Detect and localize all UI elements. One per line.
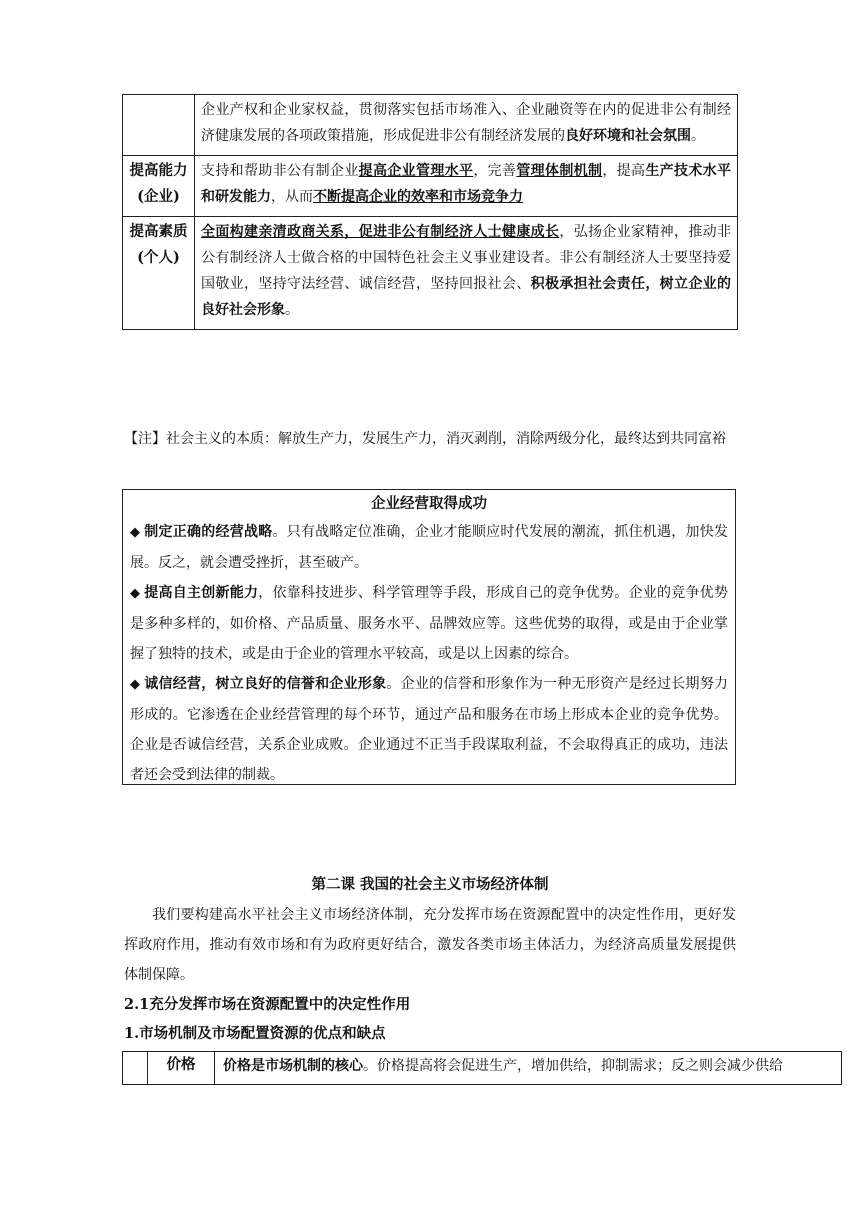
box-item (130, 578, 728, 669)
table-cell (195, 95, 738, 156)
cell-underlined-text: 提高企业管理水平 (358, 163, 474, 179)
table-header-cell: 提高能力(企业) (123, 156, 195, 217)
cell-text: 。 (691, 128, 705, 144)
cell-text: 。 (285, 302, 299, 318)
table-row (123, 95, 738, 156)
table-cell (195, 217, 738, 330)
policy-table (122, 94, 738, 330)
table-cell (215, 1052, 842, 1085)
box-item-text: 。企业的信誉和形象作为一种无形资产是经过长期努力形成的。它渗透在企业经营管理的每个环节，通过产品和服务在市场上形成本企业的竞争优势。企业是否诚信经营，关系企业成败。企业通过不正当手段谋取利益，不会取得真正的成功，违法者还会受到法律的制裁。 (130, 676, 729, 783)
table-cell-empty (123, 1052, 148, 1085)
cell-text: 企业产权和企业家权益，贯彻落实包括市场准入、企业融资等在内的促进非公有制经济健康发展的各项政策措施，形成促进非公有制经济发展的 (201, 102, 731, 144)
table-cell (195, 156, 738, 217)
section-heading: 2.1充分发挥市场在资源配置中的决定性作用 (124, 996, 411, 1013)
lesson-title: 第二课 我国的社会主义市场经济体制 (311, 876, 549, 893)
diamond-bullet-icon: ◆ (130, 677, 141, 692)
box-item-text: ，依靠科技进步、科学管理等手段，形成自己的竞争优势。企业的竞争优势是多种多样的，如价格、产品质量、服务水平、品牌效应等。这些优势的取得，或是由于企业掌握了独特的技术，或是由于企业的管理水平较高，或是以上因素的综合。 (130, 585, 729, 662)
subsection-heading: 1.市场机制及市场配置资源的优点和缺点 (124, 1025, 386, 1042)
box-item-text: 。只有战略定位准确，企业才能顺应时代发展的潮流，抓住机遇，加快发展。反之，就会遭受挫折，甚至破产。 (130, 524, 729, 571)
cell-bold-text: 价格是市场机制的核心 (223, 1058, 363, 1074)
note-paragraph: 【注】社会主义的本质：解放生产力，发展生产力，消灭剥削，消除两级分化，最终达到共同富裕 (124, 431, 726, 447)
cell-text: ，弘扬企业家精神，推动非公有制经济人士做合格的中国特色社会主义事业建设者。非公有制经济人士要坚持爱国敬业，坚持守法经营、诚信经营，坚持回报社会、 (201, 224, 732, 292)
cell-underlined-text: 不断提高企业的效率和市场竞争力 (313, 189, 523, 205)
cell-bold-text: 生产技术水平和研发能力 (201, 163, 732, 205)
box-item (130, 669, 728, 790)
table-row (123, 1052, 842, 1085)
box-item (130, 517, 728, 578)
cell-text: 支持和帮助非公有制企业 (201, 163, 359, 179)
enterprise-success-box (122, 489, 736, 785)
box-item-bold: 提高自主创新能力 (144, 585, 259, 601)
cell-text: ，完善 (473, 163, 517, 179)
diamond-bullet-icon: ◆ (130, 586, 141, 601)
cell-text: ，提高 (602, 163, 646, 179)
intro-paragraph: 我们要构建高水平社会主义市场经济体制，充分发挥市场在资源配置中的决定性作用，更好发挥政府作用，推动有效市场和有为政府更好结合，激发各类市场主体活力，为经济高质量发展提供体制保障。 (124, 907, 736, 983)
table-header-cell-empty (123, 95, 195, 156)
table-row (123, 156, 738, 217)
table-header-cell: 价格 (148, 1052, 215, 1085)
diamond-bullet-icon: ◆ (130, 525, 141, 540)
box-item-bold: 诚信经营，树立良好的信誉和企业形象 (144, 676, 387, 692)
market-mechanism-table (122, 1051, 842, 1085)
cell-bold-text: 良好环境和社会氛围 (565, 128, 691, 144)
cell-bold-text: 积极承担社会责任，树立企业的良好社会形象 (201, 276, 732, 318)
cell-text: 。价格提高将会促进生产，增加供给，抑制需求；反之则会减少供给 (363, 1058, 783, 1074)
cell-underlined-text: 全面构建亲清政商关系，促进非公有制经济人士健康成长 (201, 224, 560, 240)
table-header-cell: 提高素质(个人) (123, 217, 195, 330)
cell-text: ，从而 (271, 189, 313, 205)
box-item-bold: 制定正确的经营战略 (144, 524, 273, 540)
table-row (123, 217, 738, 330)
cell-underlined-text: 管理体制机制 (516, 163, 603, 179)
box-title: 企业经营取得成功 (371, 495, 487, 512)
